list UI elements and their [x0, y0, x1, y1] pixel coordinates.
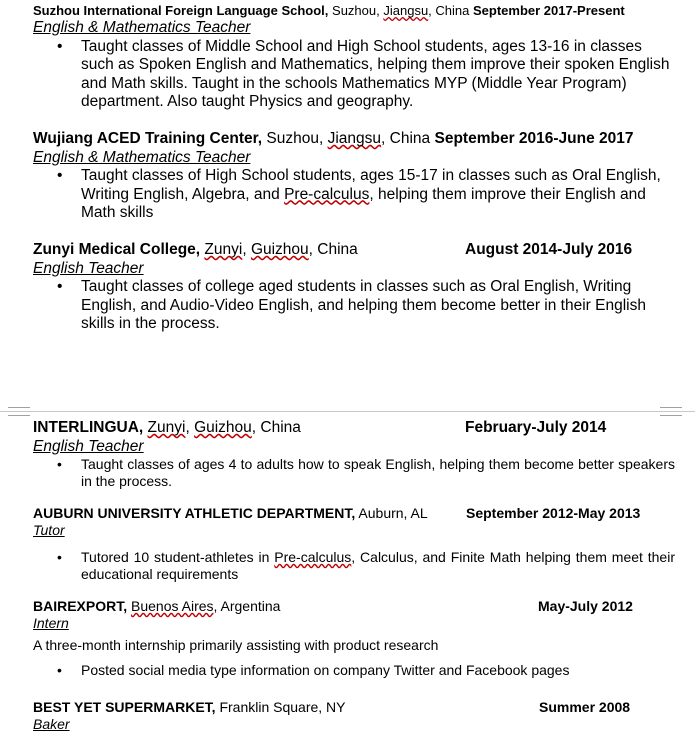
location-province: Jiangsu [327, 130, 382, 147]
bullet-item: • Taught classes of Middle School and High School students, ages 13-16 in classes such as Spoken English and Mathematics, helping them improve their spoken English and Math skills. Taught in the schools Mathematics MYP (Middle Year Program) department. Also taught Physics and geography. [33, 38, 675, 112]
dates: September 2017-Present [473, 3, 625, 18]
entry-header [33, 130, 675, 149]
role-title: Tutor [33, 522, 65, 538]
location-country: , China [308, 241, 358, 258]
location-city: Buenos Aires [131, 598, 214, 614]
entry-header [33, 699, 675, 716]
page-margin-marker-right [660, 407, 682, 416]
role-title: English & Mathematics Teacher [33, 148, 251, 166]
bullet-list [33, 167, 675, 223]
role-title: Baker [33, 716, 70, 732]
role-title: English Teacher [33, 259, 144, 277]
organization: Zunyi Medical College, [33, 241, 201, 258]
location-province: Guizhou [194, 419, 252, 436]
summary-text: A three-month internship primarily assisting with product research [33, 637, 439, 653]
bullet-item: • Taught classes of college aged students in classes such as Oral English, Writing English, and Audio-Video English, and helping them become better in their English skills in the process. [33, 278, 675, 334]
location: Franklin Square, NY [219, 699, 346, 715]
dates: September 2016-June 2017 [434, 130, 634, 147]
location-province: Jiangsu [383, 3, 429, 18]
entry-header [33, 598, 675, 615]
bullet-text: , helping them improve their English and Math skills [81, 185, 646, 221]
page-margin-marker-left [8, 407, 30, 416]
entry-wujiang-aced [33, 130, 675, 223]
location-city: Zunyi [204, 241, 243, 258]
entry-header [33, 241, 675, 260]
role-title: English Teacher [33, 437, 144, 455]
location-country: , Argentina [213, 598, 281, 614]
bullet-list [33, 549, 675, 583]
organization: INTERLINGUA, [33, 419, 144, 436]
location-country: , China [428, 3, 470, 18]
dates: August 2014-July 2016 [465, 241, 633, 258]
entry-bairexport [33, 598, 675, 679]
organization: AUBURN UNIVERSITY ATHLETIC DEPARTMENT, [33, 505, 356, 521]
entry-suzhou-school [33, 3, 675, 112]
bullet-list [33, 456, 675, 490]
entry-auburn [33, 505, 675, 583]
role-title: English & Mathematics Teacher [33, 19, 251, 36]
entry-header [33, 505, 675, 522]
location-city: Suzhou, [266, 130, 324, 147]
location: Auburn, AL [358, 505, 428, 521]
dates: February-July 2014 [465, 419, 607, 436]
organization: BEST YET SUPERMARKET, [33, 699, 216, 715]
location-city: Suzhou, [332, 3, 380, 18]
location-country: , China [251, 419, 301, 436]
dates: Summer 2008 [539, 699, 631, 715]
bullet-item: • Taught classes of ages 4 to adults how to speak English, helping them become better speakers in the process. [33, 456, 675, 490]
bullet-text-misspelled: Pre-calculus [284, 185, 370, 203]
bullet-item: • Posted social media type information on company Twitter and Facebook pages [33, 662, 675, 679]
bullet-list [33, 38, 675, 112]
entry-zunyi-medical [33, 241, 675, 334]
bullet-item [33, 167, 675, 223]
location-province: Guizhou [250, 241, 309, 258]
bullet-text: , Calculus, and Finite Math helping them meet their educational requirements [81, 549, 675, 582]
entry-header [33, 3, 675, 19]
location-city: Zunyi [147, 419, 186, 436]
organization: BAIREXPORT, [33, 598, 128, 614]
location-separator: , [185, 419, 195, 436]
page-break-line [0, 411, 695, 412]
entry-interlingua [33, 419, 675, 490]
bullet-list [33, 662, 675, 679]
bullet-list [33, 278, 675, 334]
role-title: Intern [33, 615, 69, 631]
location-country: , China [381, 130, 431, 147]
bullet-text-misspelled: Pre-calculus [274, 549, 352, 565]
dates: May-July 2012 [538, 598, 633, 614]
bullet-text: Tutored 10 student-athletes in [81, 549, 275, 565]
entry-best-yet [33, 699, 675, 733]
entry-header [33, 419, 675, 438]
organization: Wujiang ACED Training Center, [33, 130, 263, 147]
bullet-item [33, 549, 675, 583]
bullet-text: Taught classes of High School students, ages 15-17 in classes such as Oral English, Writing English, Algebra, and [81, 167, 661, 203]
location-separator: , [242, 241, 251, 258]
dates: September 2012-May 2013 [466, 505, 641, 521]
organization: Suzhou International Foreign Language School, [33, 3, 329, 18]
